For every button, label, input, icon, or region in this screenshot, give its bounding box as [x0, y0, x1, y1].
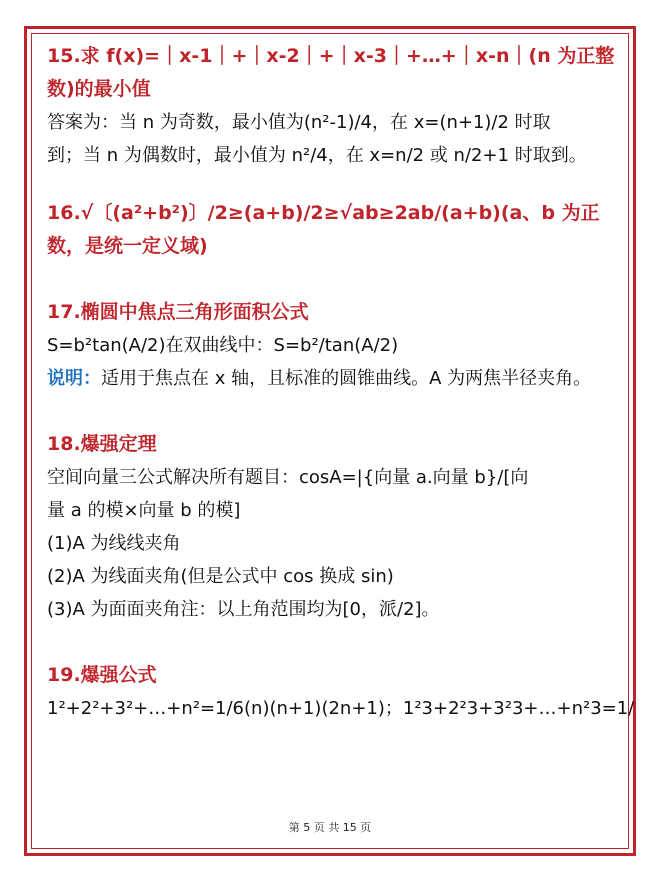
section-18 — [47, 428, 619, 626]
answer-line: 到；当 n 为偶数时，最小值为 n²/4，在 x=n/2 或 n/2+1 时取到。 — [47, 145, 587, 166]
answer-line: 答案为：当 n 为奇数，最小值为(n²-1)/4，在 x=(n+1)/2 时取 — [47, 112, 551, 133]
document-content — [47, 40, 635, 725]
formula-line: 1²+2²+3²+…+n²=1/6(n)(n+1)(2n+1)；1²3+2²3+3²3+…+n²3=1/ — [47, 698, 635, 719]
section-19 — [47, 659, 635, 725]
body-line: (2)A 为线面夹角(但是公式中 cos 换成 sin) — [47, 566, 394, 587]
body-line: 量 a 的模×向量 b 的模] — [47, 500, 241, 521]
body-line: 空间向量三公式解决所有题目：cosA=|{向量 a.向量 b}/[向 — [47, 467, 529, 488]
section-title: 16.√〔(a²+b²)〕/2≥(a+b)/2≥√ab≥2ab/(a+b)(a、b 为正数，是统一定义域) — [47, 202, 600, 257]
section-15 — [47, 40, 619, 172]
section-title: 15.求 f(x)=｜x-1｜+｜x-2｜+｜x-3｜+…+｜x-n｜(n 为正整数)的最小值 — [47, 45, 615, 100]
section-title: 17.椭圆中焦点三角形面积公式 — [47, 301, 309, 323]
note-text: 适用于焦点在 x 轴，且标准的圆锥曲线。A 为两焦半径夹角。 — [101, 368, 592, 389]
body-line: (3)A 为面面夹角注：以上角范围均为[0，派/2]。 — [47, 599, 440, 620]
note-paragraph — [47, 362, 619, 395]
note-label: 说明： — [47, 368, 101, 389]
section-17 — [47, 296, 619, 395]
page-number: 第 5 页 共 15 页 — [288, 821, 372, 834]
section-16 — [47, 197, 619, 263]
section-title: 19.爆强公式 — [47, 664, 157, 686]
body-line: (1)A 为线线夹角 — [47, 533, 181, 554]
formula-line: S=b²tan(A/2)在双曲线中：S=b²/tan(A/2) — [47, 335, 399, 356]
section-title: 18.爆强定理 — [47, 433, 157, 455]
